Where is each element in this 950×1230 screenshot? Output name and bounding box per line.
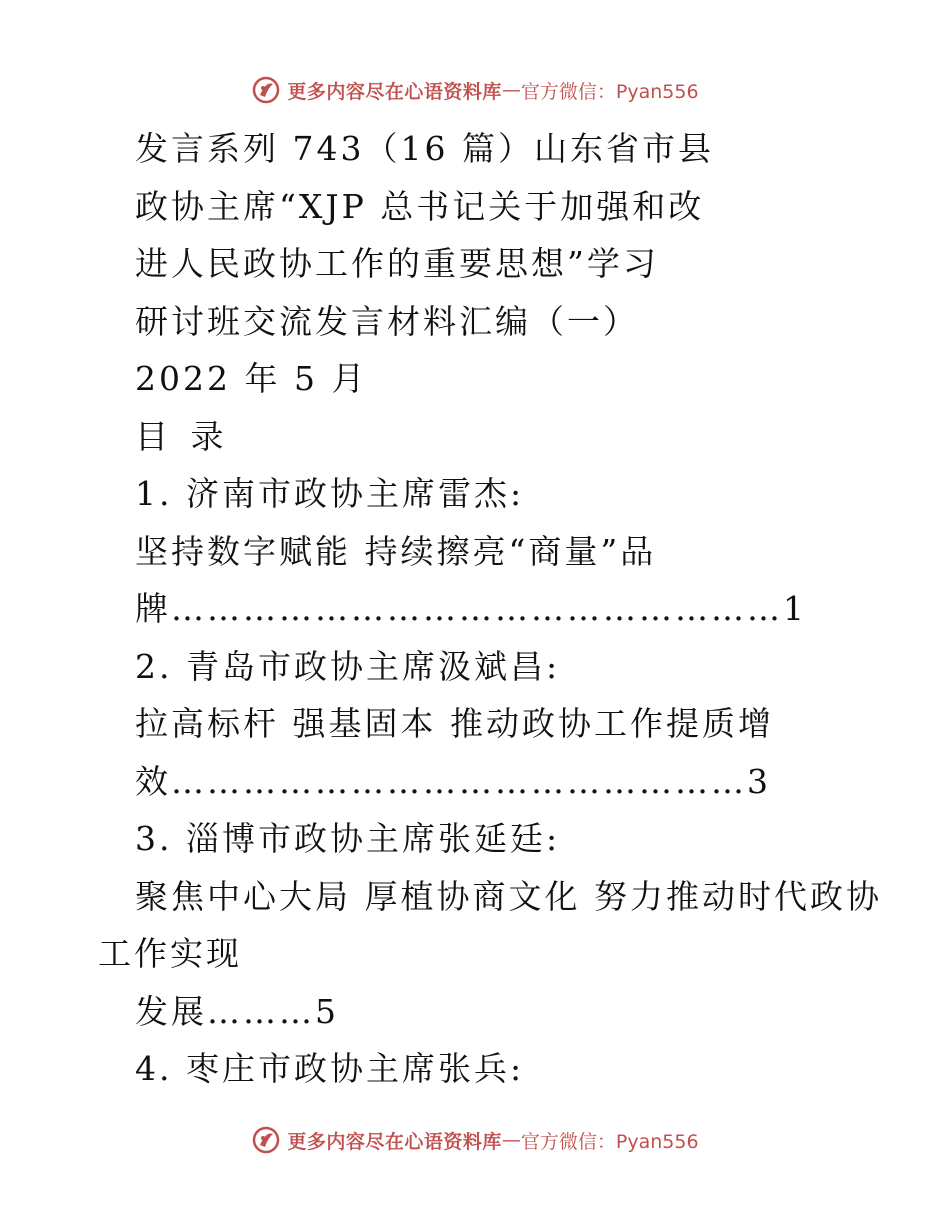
toc-entry-3-page: 发展………5	[135, 991, 339, 1031]
toc-entry-1-title: 坚持数字赋能 持续擦亮“商量”品	[135, 531, 657, 571]
watermark-banner-top	[0, 70, 950, 110]
toc-entry-2-title: 拉高标杆 强基固本 推动政协工作提质增	[135, 704, 774, 743]
toc-entry-2-author: 2. 青岛市政协主席汲斌昌:	[135, 646, 561, 686]
watermark-brand: 更多内容尽在心语资料库	[287, 80, 502, 103]
title-line-1: 发言系列 743（16 篇）山东省市县	[135, 129, 714, 168]
watermark-separator: —	[501, 1129, 521, 1151]
watermark-separator: —	[501, 79, 521, 101]
toc-heading: 目 录	[135, 416, 230, 456]
watermark-label: 官方微信：Pyan556	[520, 80, 699, 103]
document-body	[0, 120, 950, 1098]
title-line-4: 研讨班交流发言材料汇编（一）	[135, 301, 639, 341]
toc-entry-3-author: 3. 淄博市政协主席张延廷:	[135, 819, 561, 858]
toc-entry-1-page: 牌……………………………………………1	[135, 589, 807, 628]
document-date: 2022 年 5 月	[135, 359, 368, 398]
watermark-banner-bottom	[0, 1120, 950, 1160]
watermark-brand: 更多内容尽在心语资料库	[287, 1130, 502, 1153]
watermark-label: 官方微信：Pyan556	[520, 1130, 699, 1153]
title-line-3: 进人民政协工作的重要思想”学习	[135, 244, 659, 283]
logo-icon	[251, 1125, 281, 1155]
toc-entry-2-page: 效…………………………………………3	[135, 761, 771, 801]
logo-icon	[251, 75, 281, 105]
toc-entry-1-author: 1. 济南市政协主席雷杰:	[135, 474, 525, 513]
toc-entry-3-title: 聚焦中心大局 厚植协商文化 努力推动时代政协	[135, 876, 882, 916]
title-line-2: 政协主席“XJP 总书记关于加强和改	[135, 186, 705, 226]
toc-entry-4-author: 4. 枣庄市政协主席张兵:	[135, 1049, 525, 1088]
toc-entry-3-title-cont: 工作实现	[98, 934, 242, 973]
